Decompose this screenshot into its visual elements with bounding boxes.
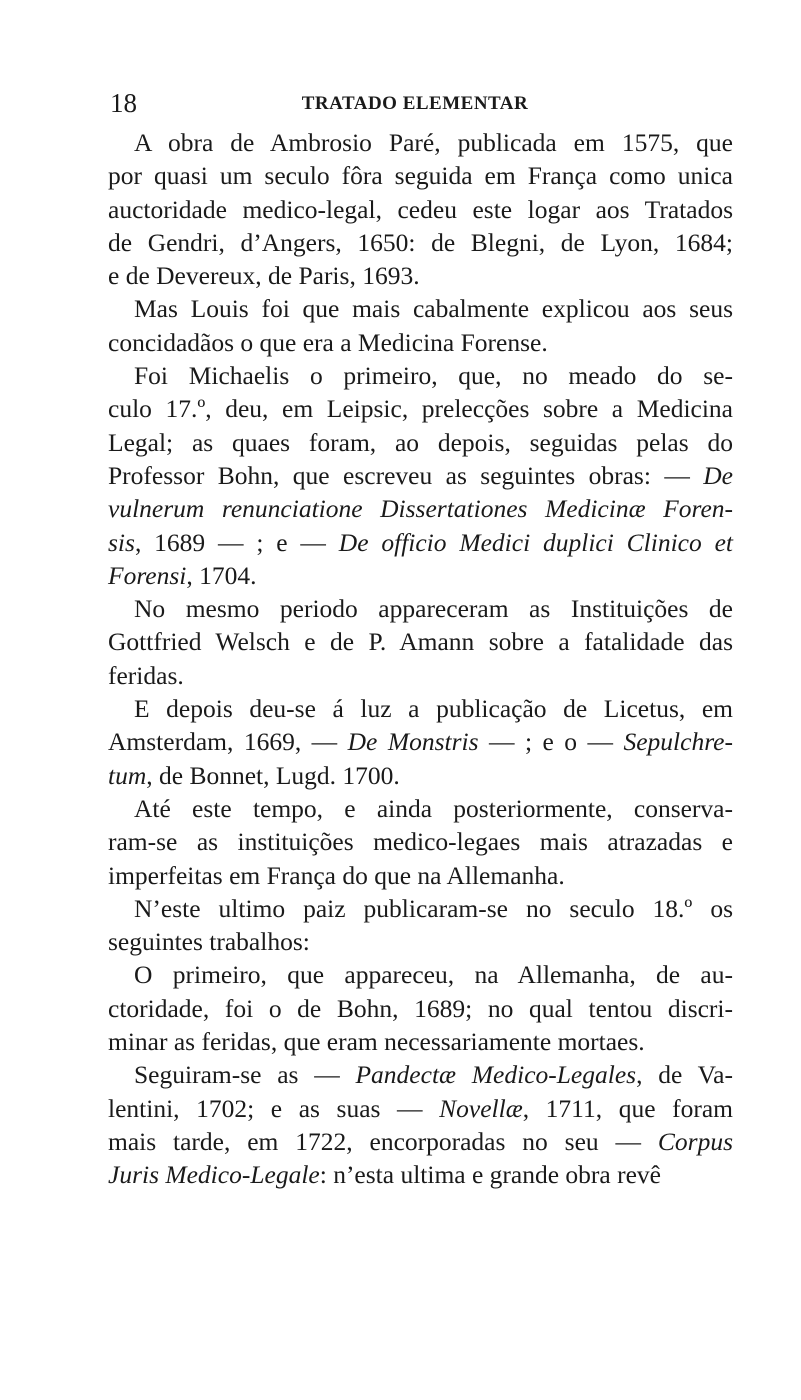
text-line — [108, 792, 733, 825]
italic-title-segment: Sepulchre- — [623, 727, 733, 757]
text-line — [108, 1058, 733, 1091]
text-segment: O primeiro, que appareceu, na Allemanha, de au- — [134, 960, 733, 990]
text-segment: , 1689 — ; e — — [134, 527, 339, 557]
text-line — [108, 1025, 733, 1058]
text-segment: ctoridade, foi o de Bohn, 1689; no qual tentou discri- — [108, 993, 733, 1023]
text-segment: seguintes trabalhos: — [108, 927, 310, 957]
italic-title-segment: Corpus — [657, 1126, 733, 1156]
text-segment: , de Va- — [636, 1060, 733, 1090]
text-segment: , 1704. — [186, 560, 257, 590]
text-segment: No mesmo periodo appareceram as Instituições de — [134, 594, 733, 624]
text-line — [108, 159, 733, 192]
text-segment: E depois deu-se á luz a publicação de Licetus, em — [134, 694, 733, 724]
text-segment: Mas Louis foi que mais cabalmente explicou aos seus — [134, 294, 733, 324]
text-segment: feridas. — [108, 660, 184, 690]
italic-title-segment: De Monstris — [347, 727, 479, 757]
text-line — [108, 193, 733, 226]
italic-title-segment: Forensi — [108, 560, 187, 590]
text-segment: lentini, 1702; e as suas — — [108, 1093, 440, 1123]
text-segment: — ; e o — — [478, 727, 624, 757]
italic-title-segment: De officio Medici duplici Clinico et — [338, 527, 733, 557]
text-line — [108, 259, 733, 292]
italic-title-segment: Juris Medico-Legale — [108, 1160, 320, 1190]
text-line — [108, 526, 733, 559]
italic-title-segment: tum — [108, 760, 147, 790]
text-segment: ram-se as instituições medico-legaes mais atrazadas e — [108, 827, 733, 857]
text-line — [108, 359, 733, 392]
page-header — [110, 88, 720, 118]
text-line — [108, 459, 733, 492]
text-segment: N’este ultimo paiz publicaram-se no seculo 18.º os — [134, 893, 733, 923]
text-line — [108, 126, 733, 159]
text-segment: A obra de Ambrosio Paré, publicada em 1575, que — [134, 128, 733, 157]
text-line — [108, 759, 733, 792]
text-line — [108, 392, 733, 425]
italic-title-segment: Novellæ — [439, 1093, 523, 1123]
italic-title-segment: De — [703, 460, 733, 490]
text-line — [108, 992, 733, 1025]
italic-title-segment: Pandectæ Medico-Legales — [355, 1060, 637, 1090]
text-line — [108, 859, 733, 892]
text-segment: e de Devereux, de Paris, 1693. — [108, 261, 420, 291]
text-segment: por quasi um seculo fôra seguida em França como unica — [108, 161, 733, 191]
text-segment: imperfeitas em França do que na Allemanha. — [108, 860, 565, 890]
text-segment: , 1711, que foram — [522, 1093, 733, 1123]
body-text — [108, 126, 733, 1192]
text-line — [108, 892, 733, 925]
text-line — [108, 659, 733, 692]
text-segment: Amsterdam, 1669, — — [108, 727, 348, 757]
text-line — [108, 592, 733, 625]
text-segment: Foi Michaelis o primeiro, que, no meado do se- — [134, 361, 733, 391]
text-line — [108, 1125, 733, 1158]
text-segment: minar as feridas, que eram necessariamente mortaes. — [108, 1027, 645, 1057]
text-segment: concidadãos o que era a Medicina Forense. — [108, 327, 548, 357]
text-line — [108, 492, 733, 525]
text-segment: Gottfried Welsch e de P. Amann sobre a fatalidade das — [108, 627, 733, 657]
text-segment: Legal; as quaes foram, ao depois, seguidas pelas do — [108, 427, 733, 457]
text-line — [108, 326, 733, 359]
text-line — [108, 825, 733, 858]
italic-title-segment: sis — [108, 527, 135, 557]
text-line — [108, 625, 733, 658]
text-line — [108, 292, 733, 325]
text-segment: Professor Bohn, que escreveu as seguintes obras: — — [108, 460, 704, 490]
text-line — [108, 692, 733, 725]
text-segment: Até este tempo, e ainda posteriormente, conserva- — [134, 793, 733, 823]
text-segment: Seguiram-se as — — [134, 1060, 356, 1090]
text-segment: , de Bonnet, Lugd. 1700. — [146, 760, 400, 790]
text-segment: mais tarde, em 1722, encorporadas no seu — — [108, 1126, 658, 1156]
text-line — [108, 426, 733, 459]
running-head: TRATADO ELEMENTAR — [301, 93, 529, 114]
text-line — [108, 925, 733, 958]
text-segment: : n’esta ultima e grande obra revê — [319, 1160, 661, 1190]
text-segment: culo 17.º, deu, em Leipsic, prelecções sobre a Medicina — [108, 394, 733, 424]
text-segment: auctoridade medico-legal, cedeu este logar aos Tratados — [108, 194, 733, 224]
text-line — [108, 559, 733, 592]
text-line — [108, 958, 733, 991]
text-line — [108, 1158, 733, 1191]
italic-title-segment: vulnerum renunciatione Dissertationes Medicinæ Foren- — [108, 494, 733, 524]
text-line — [108, 1092, 733, 1125]
text-line — [108, 226, 733, 259]
page-number: 18 — [110, 88, 137, 118]
text-line — [108, 725, 733, 758]
text-segment: de Gendri, d’Angers, 1650: de Blegni, de Lyon, 1684; — [108, 227, 733, 257]
